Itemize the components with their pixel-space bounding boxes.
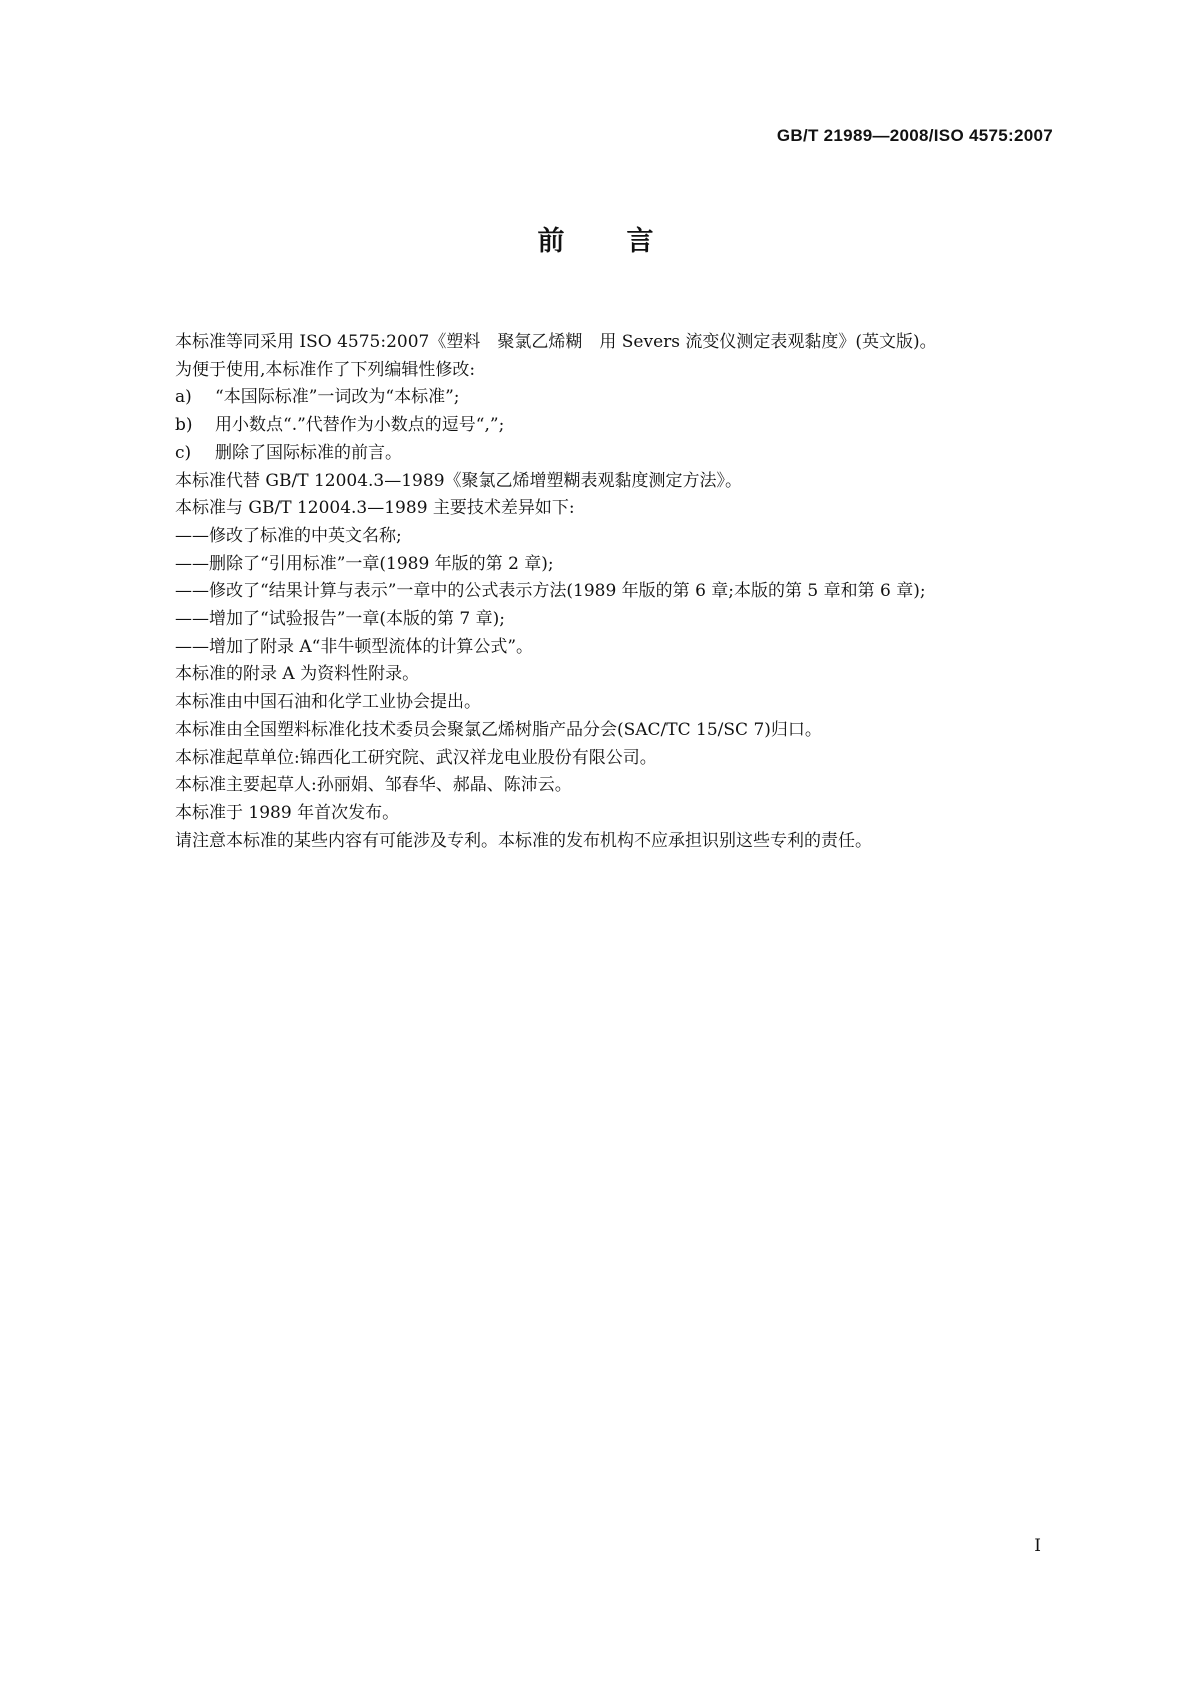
difference-item: ——删除了“引用标准”一章(1989 年版的第 2 章); xyxy=(175,553,554,574)
difference-item: ——增加了“试验报告”一章(本版的第 7 章); xyxy=(175,609,505,630)
page-number: I xyxy=(1034,1536,1041,1556)
paragraph-edits-intro: 为便于使用,本标准作了下列编辑性修改: xyxy=(175,359,476,380)
edit-item xyxy=(175,412,1075,440)
paragraph-annex: 本标准的附录 A 为资料性附录。 xyxy=(175,664,420,685)
paragraph-committee: 本标准由全国塑料标准化技术委员会聚氯乙烯树脂产品分会(SAC/TC 15/SC 7)归口。 xyxy=(175,719,822,740)
paragraph-proposer: 本标准由中国石油和化学工业协会提出。 xyxy=(175,692,481,713)
paragraph-first-issue: 本标准于 1989 年首次发布。 xyxy=(175,802,400,823)
paragraph-drafting-units: 本标准起草单位:锦西化工研究院、武汉祥龙电业股份有限公司。 xyxy=(175,747,657,768)
foreword-body xyxy=(175,329,1075,855)
difference-item: ——修改了“结果计算与表示”一章中的公式表示方法(1989 年版的第 6 章;本版的第 5 章和第 6 章); xyxy=(175,581,926,602)
edit-item xyxy=(175,384,1075,412)
edit-item-text: 用小数点“.”代替作为小数点的逗号“,”; xyxy=(215,415,505,436)
difference-item: ——增加了附录 A“非牛顿型流体的计算公式”。 xyxy=(175,636,534,657)
paragraph-adoption: 本标准等同采用 ISO 4575:2007《塑料 聚氯乙烯糊 用 Severs 流变仪测定表观黏度》(英文版)。 xyxy=(175,332,937,352)
edit-item-label: a) xyxy=(175,387,192,408)
page-title: 前言 xyxy=(537,226,716,257)
edit-item-text: 删除了国际标准的前言。 xyxy=(215,442,402,463)
edit-item-label: b) xyxy=(175,415,193,436)
edit-item xyxy=(175,440,1075,468)
edit-item-label: c) xyxy=(175,442,192,463)
paragraph-replaces: 本标准代替 GB/T 12004.3—1989《聚氯乙烯增塑糊表观黏度测定方法》。 xyxy=(175,470,743,491)
paragraph-drafters: 本标准主要起草人:孙丽娟、邹春华、郝晶、陈沛云。 xyxy=(175,775,572,796)
edit-item-text: “本国际标准”一词改为“本标准”; xyxy=(215,387,460,408)
paragraph-differences-intro: 本标准与 GB/T 12004.3—1989 主要技术差异如下: xyxy=(175,498,575,519)
standard-code-header: GB/T 21989—2008/ISO 4575:2007 xyxy=(776,126,1053,145)
difference-item: ——修改了标准的中英文名称; xyxy=(175,525,402,546)
paragraph-patent-notice: 请注意本标准的某些内容有可能涉及专利。本标准的发布机构不应承担识别这些专利的责任。 xyxy=(175,830,872,851)
